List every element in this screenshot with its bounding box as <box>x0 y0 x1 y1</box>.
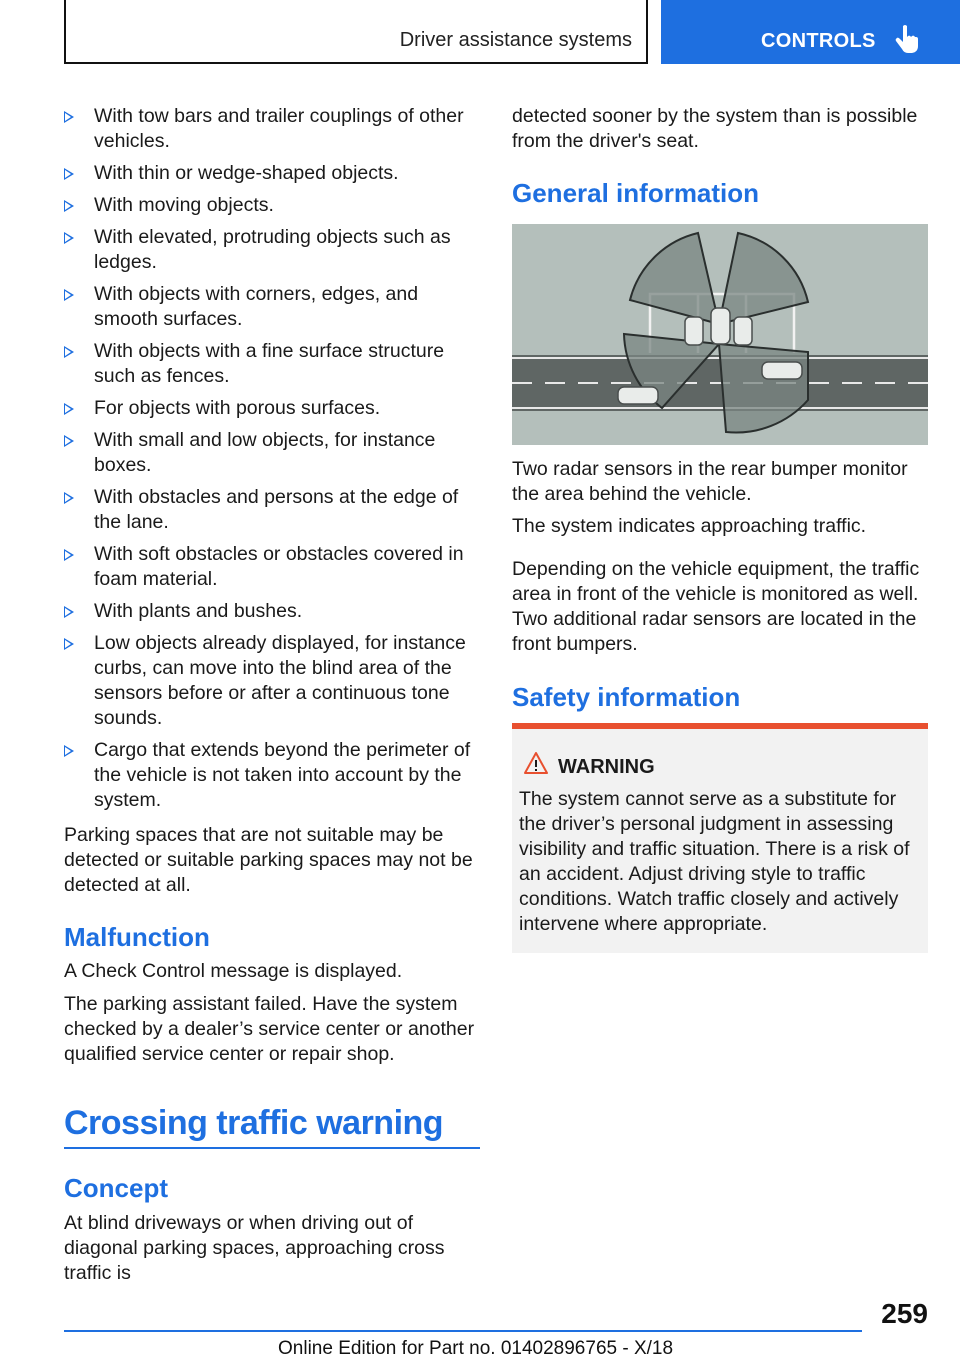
header-chapter-tab[interactable] <box>661 0 960 64</box>
malfunction-heading: Malfunction <box>64 922 210 952</box>
list-item: With soft obstacles or obstacles covered in foam material. <box>64 542 474 592</box>
footer-divider <box>64 1330 862 1332</box>
bullet-triangle-icon <box>64 638 74 650</box>
header-section-title: Driver assistance systems <box>399 29 632 51</box>
bullet-triangle-icon <box>64 200 74 212</box>
indicates-text: The system indicates approaching traffic. <box>512 515 867 537</box>
safety-information-heading: Safety information <box>512 682 741 712</box>
list-item: With moving objects. <box>64 193 474 218</box>
page-number: 259 <box>881 1298 928 1329</box>
figure-caption: Two radar sensors in the rear bumper monitor the area behind the vehicle. <box>512 458 908 505</box>
list-item: With objects with corners, edges, and smooth surfaces. <box>64 282 474 332</box>
list-item: With plants and bushes. <box>64 599 474 624</box>
bullet-triangle-icon <box>64 403 74 415</box>
equipment-text: Depending on the vehicle equipment, the traffic area in front of the vehicle is monitored as well. Two additional radar sensors are located in the front bumpers. <box>512 558 920 655</box>
bullet-triangle-icon <box>64 435 74 447</box>
section-divider <box>64 1147 480 1149</box>
list-item: With objects with a fine surface structure such as fences. <box>64 339 474 389</box>
list-item: Low objects already displayed, for instance curbs, can move into the blind area of the sensors before or after a continuous tone sounds. <box>64 631 474 731</box>
bullet-triangle-icon <box>64 346 74 358</box>
list-item: Cargo that extends beyond the perimeter of the vehicle is not taken into account by the system. <box>64 738 474 813</box>
bullet-triangle-icon <box>64 289 74 301</box>
bullet-triangle-icon <box>64 168 74 180</box>
bullet-triangle-icon <box>64 745 74 757</box>
warning-text: The system cannot serve as a substitute for the driver’s personal judgment in assessing visibility and traffic situation. There is a risk of an accident. Adjust driving style to traffic conditions. Watch traffic closely and actively intervene where appropriate. <box>519 788 910 935</box>
warning-box <box>512 723 928 953</box>
list-item: With obstacles and persons at the edge of the lane. <box>64 485 474 535</box>
malfunction-instructions: The parking assistant failed. Have the system checked by a dealer’s service center or another qualified service center or repair shop. <box>64 993 475 1065</box>
limitations-bullet-list <box>64 104 474 820</box>
list-item: For objects with porous surfaces. <box>64 396 474 421</box>
bullet-triangle-icon <box>64 492 74 504</box>
section-heading: Crossing traffic warning <box>64 1104 444 1142</box>
warning-triangle-icon <box>523 751 549 775</box>
bullet-triangle-icon <box>64 111 74 123</box>
bullet-triangle-icon <box>64 549 74 561</box>
list-item: With elevated, protruding objects such as ledges. <box>64 225 474 275</box>
bullet-triangle-icon <box>64 606 74 618</box>
radar-sensors-illustration <box>512 224 928 445</box>
general-information-heading: General information <box>512 178 760 208</box>
hand-pointer-icon <box>894 24 920 54</box>
bullet-triangle-icon <box>64 232 74 244</box>
header-chapter-label: CONTROLS <box>761 30 876 52</box>
list-item: With tow bars and trailer couplings of other vehicles. <box>64 104 474 154</box>
parking-note: Parking spaces that are not suitable may be detected or suitable parking spaces may not be detected at all. <box>64 824 473 896</box>
footer-edition: Online Edition for Part no. 01402896765 - X/18 <box>278 1338 674 1359</box>
warning-title: WARNING <box>558 756 655 778</box>
concept-heading: Concept <box>64 1173 168 1203</box>
malfunction-message: A Check Control message is displayed. <box>64 960 403 982</box>
header-section-box <box>64 0 648 64</box>
concept-text: At blind driveways or when driving out of diagonal parking spaces, approaching cross traffic is <box>64 1212 445 1284</box>
list-item: With small and low objects, for instance boxes. <box>64 428 474 478</box>
list-item: With thin or wedge-shaped objects. <box>64 161 474 186</box>
continued-text: detected sooner by the system than is possible from the driver's seat. <box>512 105 918 152</box>
